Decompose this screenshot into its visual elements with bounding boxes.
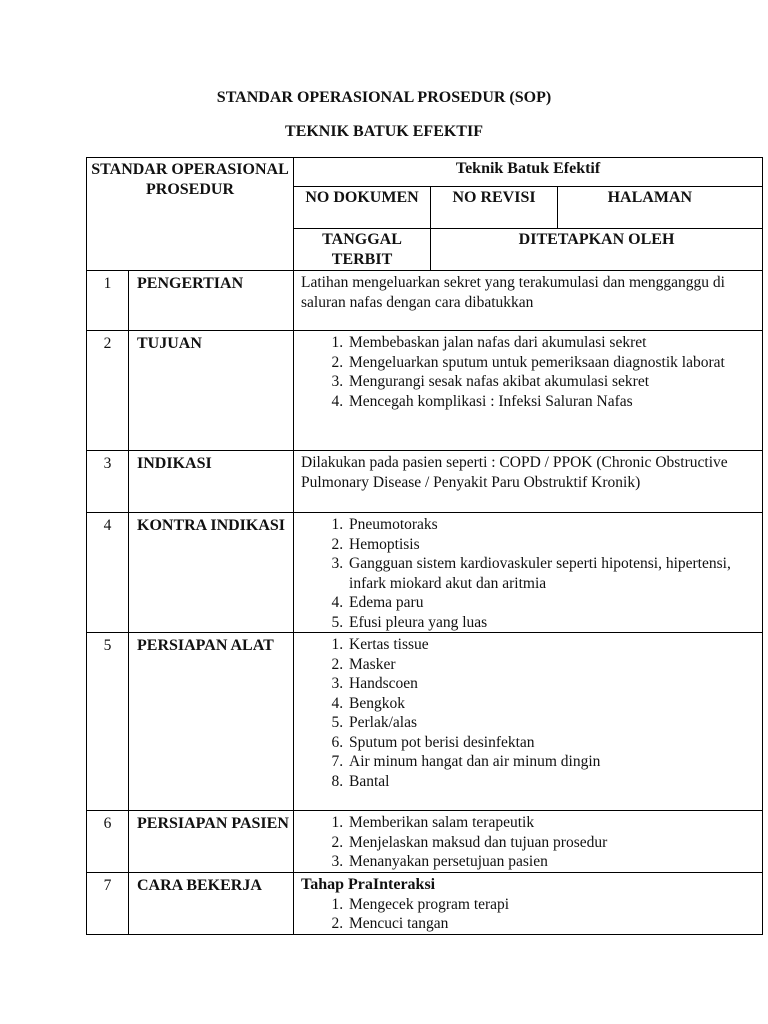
row-content (294, 451, 763, 513)
list-item: 2. Mencuci tangan (347, 914, 758, 934)
procedure-name: Teknik Batuk Efektif (294, 158, 763, 187)
list-item: 8. Bantal (347, 772, 758, 792)
list-item: 7. Air minum hangat dan air minum dingin (347, 752, 758, 772)
list-item: 5. Perlak/alas (347, 713, 758, 733)
numbered-list (301, 635, 758, 791)
table-row (87, 633, 763, 811)
row-label: PERSIAPAN PASIEN (129, 811, 294, 873)
list-item: 2. Masker (347, 655, 758, 675)
table-row (87, 873, 763, 935)
no-revisi-label: NO REVISI (431, 187, 558, 229)
row-text: Latihan mengeluarkan sekret yang terakumulasi dan mengganggu di saluran nafas dengan cara dibatukkan (301, 274, 725, 311)
document-subtitle: TEKNIK BATUK EFEKTIF (285, 123, 483, 140)
row-content (294, 271, 763, 331)
row-content (294, 811, 763, 873)
row-label: CARA BEKERJA (129, 873, 294, 935)
row-number: 2 (87, 331, 129, 451)
list-item: 2. Mengeluarkan sputum untuk pemeriksaan diagnostik laborat (347, 353, 758, 373)
table-row (87, 451, 763, 513)
table-row (87, 811, 763, 873)
row-number: 1 (87, 271, 129, 331)
row-label: KONTRA INDIKASI (129, 513, 294, 633)
row-content (294, 331, 763, 451)
row-text: Dilakukan pada pasien seperti : COPD / PPOK (Chronic Obstructive Pulmonary Disease / Penyakit Paru Obstruktif Kronik) (301, 454, 728, 491)
list-item: 1. Memberikan salam terapeutik (347, 813, 758, 833)
table-row (87, 513, 763, 633)
row-number: 5 (87, 633, 129, 811)
row-content (294, 513, 763, 633)
halaman-label: HALAMAN (558, 187, 763, 229)
row-number: 4 (87, 513, 129, 633)
tanggal-terbit-label: TANGGAL TERBIT (294, 229, 431, 271)
row-number: 7 (87, 873, 129, 935)
list-item: 5. Efusi pleura yang luas (347, 613, 758, 633)
list-item: 6. Sputum pot berisi desinfektan (347, 733, 758, 753)
list-item: 4. Bengkok (347, 694, 758, 714)
list-item: 1. Membebaskan jalan nafas dari akumulasi sekret (347, 333, 758, 353)
numbered-list (301, 515, 758, 632)
list-item: 2. Menjelaskan maksud dan tujuan prosedur (347, 833, 758, 853)
no-dokumen-label: NO DOKUMEN (294, 187, 431, 229)
row-number: 6 (87, 811, 129, 873)
sop-table (86, 157, 763, 935)
list-item: 2. Hemoptisis (347, 535, 758, 555)
numbered-list (301, 813, 758, 872)
list-item: 1. Pneumotoraks (347, 515, 758, 535)
row-label: TUJUAN (129, 331, 294, 451)
sop-header-label: STANDAR OPERASIONAL PROSEDUR (87, 158, 294, 271)
row-label: PENGERTIAN (129, 271, 294, 331)
row-label: INDIKASI (129, 451, 294, 513)
row-subheading: Tahap PraInteraksi (301, 876, 436, 893)
list-item: 1. Kertas tissue (347, 635, 758, 655)
list-item: 3. Gangguan sistem kardiovaskuler seperti hipotensi, hipertensi, infark miokard akut dan aritmia (347, 554, 758, 593)
numbered-list (301, 333, 758, 411)
row-number: 3 (87, 451, 129, 513)
table-row (87, 331, 763, 451)
row-label: PERSIAPAN ALAT (129, 633, 294, 811)
list-item: 1. Mengecek program terapi (347, 895, 758, 915)
row-content (294, 873, 763, 935)
ditetapkan-oleh-label: DITETAPKAN OLEH (431, 229, 763, 271)
document-title: STANDAR OPERASIONAL PROSEDUR (SOP) (216, 89, 552, 106)
list-item: 3. Mengurangi sesak nafas akibat akumulasi sekret (347, 372, 758, 392)
table-row (87, 271, 763, 331)
list-item: 3. Menanyakan persetujuan pasien (347, 852, 758, 872)
list-item: 4. Mencegah komplikasi : Infeksi Saluran Nafas (347, 392, 758, 412)
numbered-list (301, 895, 758, 934)
row-content (294, 633, 763, 811)
list-item: 4. Edema paru (347, 593, 758, 613)
list-item: 3. Handscoen (347, 674, 758, 694)
